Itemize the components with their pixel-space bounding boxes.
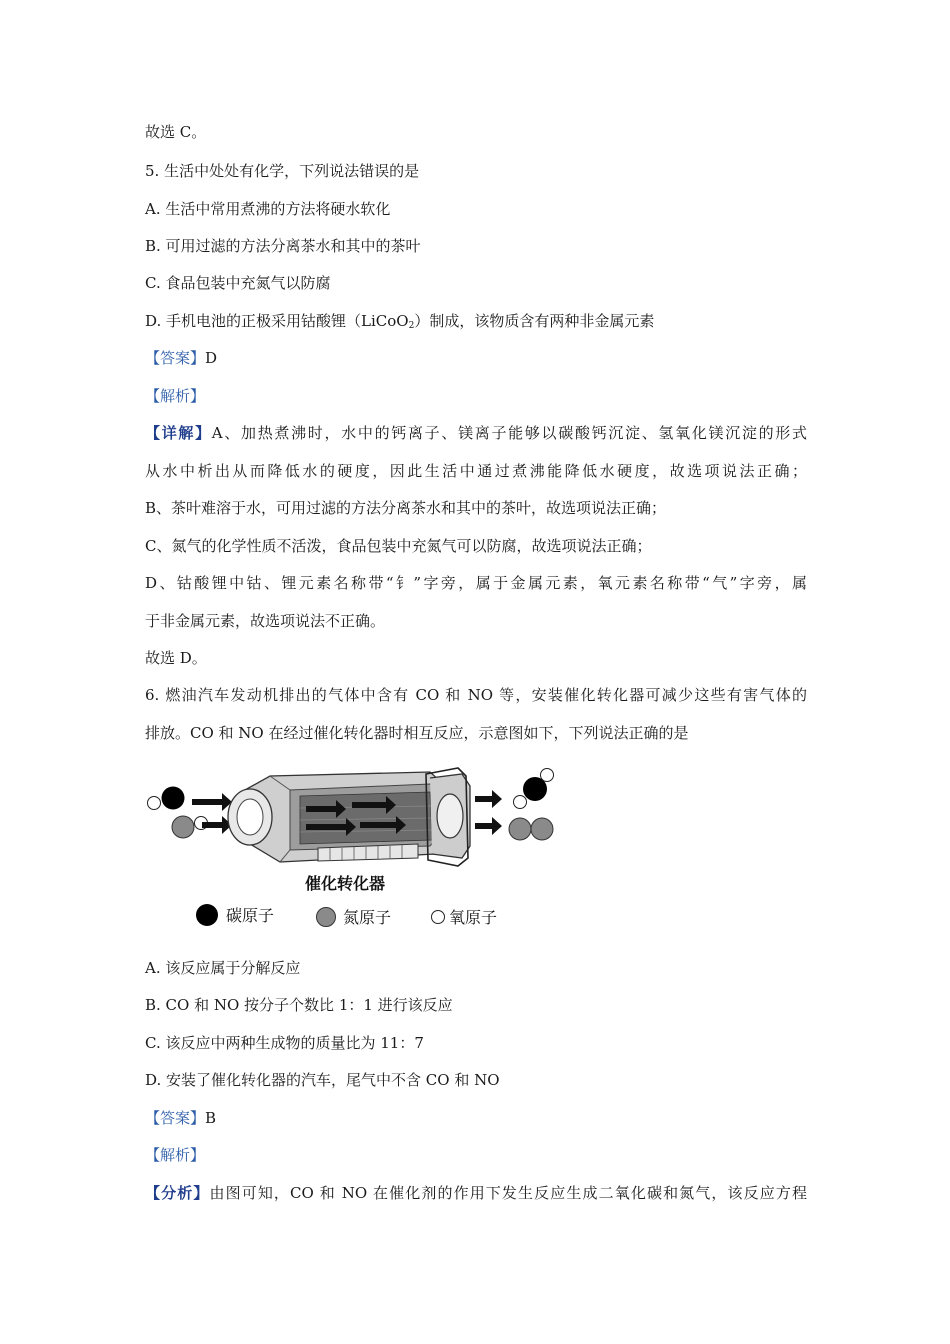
question-5-stem: 5. 生活中处处有化学，下列说法错误的是 (145, 162, 420, 180)
legend-nitrogen-label: 氮原子 (343, 908, 392, 927)
question-5-detail-line-5: D、钴酸锂中钴、锂元素名称带“钅”字旁，属于金属元素，氧元素名称带“气”字旁，属 (145, 574, 807, 592)
analysis-label: 【解析】 (145, 1146, 206, 1164)
question-5-detail-line-4: C、氮气的化学性质不活泼，食品包装中充氮气可以防腐，故选项说法正确； (145, 537, 652, 555)
nitrogen-atom-icon (317, 908, 336, 927)
option-d-text-end: ）制成，该物质含有两种非金属元素 (414, 312, 655, 330)
question-5-detail-line-3: B、茶叶难溶于水，可用过滤的方法分离茶水和其中的茶叶，故选项说法正确； (145, 499, 667, 517)
reactant-co-molecule (148, 787, 185, 810)
detail-label: 【详解】 (145, 424, 212, 442)
outlet-arrow-upper (475, 790, 502, 808)
catalytic-converter-diagram (140, 762, 560, 938)
question-5-option-b: B. 可用过滤的方法分离茶水和其中的茶叶 (145, 237, 421, 255)
question-5-detail-line-6: 于非金属元素，故选项说法不正确。 (145, 612, 386, 630)
carbon-atom-icon (196, 904, 218, 926)
subscript-2: 2 (408, 321, 415, 331)
conclusion-c: 故选 C。 (145, 123, 207, 141)
product-n2-molecule (509, 818, 553, 840)
product-co2-molecule (514, 769, 554, 809)
legend-carbon-label: 碳原子 (226, 906, 275, 925)
question-5-option-c: C. 食品包装中充氮气以防腐 (145, 274, 331, 292)
legend-oxygen (432, 908, 498, 927)
answer-label: 【答案】 (145, 349, 206, 367)
legend-oxygen-label: 氧原子 (449, 908, 498, 927)
question-5-option-d (145, 311, 654, 336)
question-6-analysis-label (145, 1145, 205, 1165)
detail-text: A、加热煮沸时，水中的钙离子、镁离子能够以碳酸钙沉淀、氢氧化镁沉淀的形式 (211, 424, 807, 442)
conclusion-d: 故选 D。 (145, 649, 207, 667)
analysis-text: 由图可知，CO 和 NO 在催化剂的作用下发生反应生成二氧化碳和氮气，该反应方程 (209, 1184, 807, 1202)
oxygen-atom-icon (432, 911, 445, 924)
outlet-arrow-lower (475, 817, 502, 835)
question-5-answer (145, 348, 217, 368)
question-6-option-b: B. CO 和 NO 按分子个数比 1：1 进行该反应 (145, 996, 453, 1014)
option-d-text-start: D. 手机电池的正极采用钴酸锂（LiCoO (145, 312, 409, 330)
question-6-analysis-line-1 (145, 1183, 807, 1203)
question-5-detail-line-1 (145, 423, 807, 443)
analysis-label: 【解析】 (145, 387, 206, 405)
question-6-stem-line-1: 6. 燃油汽车发动机排出的气体中含有 CO 和 NO 等，安装催化转化器可减少这些有害气体的 (145, 686, 807, 704)
question-6-option-d: D. 安装了催化转化器的汽车，尾气中不含 CO 和 NO (145, 1071, 500, 1089)
analysis-tag: 【分析】 (145, 1184, 210, 1202)
diagram-caption: 催化转化器 (304, 874, 386, 893)
legend-carbon (196, 904, 274, 926)
inlet-arrow-upper (192, 793, 232, 811)
question-5-detail-line-2: 从水中析出从而降低水的硬度，因此生活中通过煮沸能降低水硬度，故选项说法正确； (145, 462, 807, 480)
answer-value: D (205, 349, 218, 367)
question-5-option-a: A. 生活中常用煮沸的方法将硬水软化 (145, 200, 391, 218)
answer-label: 【答案】 (145, 1109, 206, 1127)
question-6-stem-line-2: 排放。CO 和 NO 在经过催化转化器时相互反应，示意图如下，下列说法正确的是 (145, 724, 689, 742)
question-5-analysis-label (145, 386, 205, 406)
question-6-option-c: C. 该反应中两种生成物的质量比为 11：7 (145, 1034, 424, 1052)
question-6-option-a: A. 该反应属于分解反应 (145, 959, 301, 977)
question-6-answer (145, 1108, 216, 1128)
legend-nitrogen (317, 908, 392, 928)
answer-value: B (205, 1109, 217, 1127)
catalytic-converter (228, 768, 470, 866)
